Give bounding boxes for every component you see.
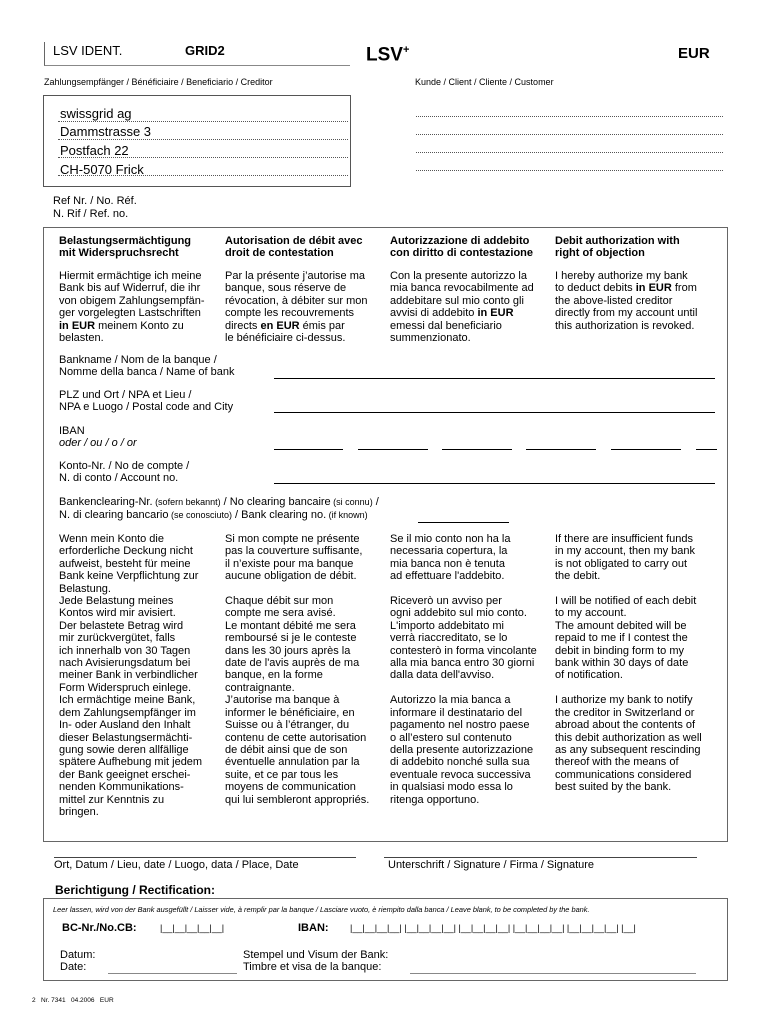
iban-group-5[interactable] bbox=[611, 449, 681, 450]
rectification-note: Leer lassen, wird von der Bank ausgefüllt / Laisser vide, à remplir par la banque / Lasciare vuoto, è riempito dalla banca / Leave blank, to be completed by the bank. bbox=[53, 905, 590, 914]
creditor-line-3: Postfach 22 bbox=[60, 143, 129, 158]
clearing-label-2 bbox=[59, 509, 368, 521]
ref-line-2: N. Rif / Ref. no. bbox=[53, 208, 129, 220]
konto-label: Konto-Nr. / No de compte / N. di conto / Account no. bbox=[59, 460, 190, 485]
plz-input-line[interactable] bbox=[274, 412, 715, 413]
clearing-input-line[interactable] bbox=[418, 522, 509, 523]
iban-group-3[interactable] bbox=[442, 449, 512, 450]
rect-iban-field[interactable]: |__|__|__|__| |__|__|__|__| |__|__|__|__| |__|__|__|__| |__|__|__|__| |__| bbox=[350, 923, 636, 933]
auth-text-fr bbox=[225, 270, 367, 344]
auth-text-en-pre: I hereby authorize my bank to deduct debits bbox=[555, 270, 688, 295]
auth-text-it bbox=[390, 270, 534, 344]
bankname-input-line[interactable] bbox=[274, 378, 715, 379]
place-date-line[interactable] bbox=[54, 857, 356, 858]
clearing-1a: Bankenclearing-Nr. bbox=[59, 496, 153, 508]
bc-value-field[interactable]: |__|__|__|__|__| bbox=[160, 923, 225, 933]
iban-group-4[interactable] bbox=[526, 449, 596, 450]
stempel-label-2: Timbre et visa de la banque: bbox=[243, 961, 382, 973]
customer-line-2[interactable] bbox=[416, 134, 723, 135]
creditor-dotline-3 bbox=[58, 157, 348, 158]
grid-value: GRID2 bbox=[185, 43, 225, 58]
creditor-line-1: swissgrid ag bbox=[60, 106, 132, 121]
creditor-line-2: Dammstrasse 3 bbox=[60, 124, 152, 139]
terms-it: Se il mio conto non ha la necessaria copertura, la mia banca non è tenuta ad effettuare l'addebito. Riceverò un avviso per ogni addebito sul mio conto. L'importo addebitato mi verrà riaccreditato, se lo contesterò in forma vincolante alla mia banca entro 30 giorni dalla data dell'avviso. Autorizzo la mia banca a informare il destinatario del pagamento nel nostro paese o all’estero sul contenuto della presente autorizzazione di addebito nonché sulla sua eventuale revoca successiva in qualsiasi modo essa lo ritenga opportuno. bbox=[390, 533, 537, 806]
creditor-dotline-1 bbox=[58, 121, 348, 122]
terms-de: Wenn mein Konto die erforderliche Deckung nicht aufweist, besteht für meine Bank keine Verpflichtung zur Belastung. Jede Belastung meines Kontos wird mir avisiert. Der belastete Betrag wird mir zurückvergütet, falls ich innerhalb von 30 Tagen nach Avisierungsdatum bei meiner Bank in verbindlicher Form Widerspruch einlege. Ich ermächtige meine Bank, dem Zahlungsempfänger im In- oder Ausland den Inhalt dieser Belastungsermächti- gung sowie deren allfällige spätere Aufhebung mit jedem der Bank geeignet erschei- nenden Kommunikations- mittel zur Kenntnis zu bringen. bbox=[59, 533, 203, 818]
heading-it: Autorizzazione di addebito con diritto di contestazione bbox=[390, 235, 534, 260]
creditor-label: Zahlungsempfänger / Bénéficiaire / Beneficiario / Creditor bbox=[44, 77, 273, 87]
auth-text-de-bold: in EUR bbox=[59, 319, 96, 332]
lsv-logo-plus: + bbox=[402, 44, 410, 56]
place-date-label: Ort, Datum / Lieu, date / Luogo, data / Place, Date bbox=[54, 859, 299, 871]
customer-line-4[interactable] bbox=[416, 170, 723, 171]
stempel-label-1: Stempel und Visum der Bank: bbox=[243, 949, 389, 961]
heading-en: Debit authorization with right of objection bbox=[555, 235, 680, 260]
rectification-title: Berichtigung / Rectification: bbox=[55, 883, 216, 897]
auth-text-it-post: emessi dal beneficiario summenzionato. bbox=[390, 319, 502, 345]
lsv-logo bbox=[366, 44, 409, 66]
rect-iban-label: IBAN: bbox=[298, 922, 329, 934]
plz-label: PLZ und Ort / NPA et Lieu / NPA e Luogo / Postal code and City bbox=[59, 389, 234, 414]
ref-line-1: Ref Nr. / No. Réf. bbox=[53, 195, 137, 207]
clearing-2c: / Bank clearing no. bbox=[231, 509, 327, 521]
auth-text-de-pre: Hiermit ermächtige ich meine Bank bis auf Widerruf, die ihr von obigem Zahlungsempfän- ger vorgelegten Lastschriften bbox=[59, 270, 205, 320]
bc-label: BC-Nr./No.CB: bbox=[62, 922, 137, 934]
customer-line-1[interactable] bbox=[416, 116, 723, 117]
auth-text-it-pre: Con la presente autorizzo la mia banca revocabilmente ad addebitare sul mio conto gli avvisi di addebito bbox=[390, 270, 534, 320]
creditor-line-4: CH-5070 Frick bbox=[60, 162, 144, 177]
clearing-label-1 bbox=[59, 496, 379, 508]
auth-text-de bbox=[59, 270, 205, 344]
bankname-label: Bankname / Nom de la banque / Nomme della banca / Name of bank bbox=[59, 354, 235, 379]
signature-line[interactable] bbox=[384, 857, 697, 858]
clearing-2a: N. di clearing bancario bbox=[59, 509, 169, 521]
date-label: Date: bbox=[60, 961, 87, 973]
iban-group-6[interactable] bbox=[696, 449, 717, 450]
konto-input-line[interactable] bbox=[274, 483, 715, 484]
stempel-line[interactable] bbox=[410, 973, 696, 974]
clearing-1c: / No clearing bancaire bbox=[220, 496, 331, 508]
datum-label: Datum: bbox=[60, 949, 96, 961]
customer-line-3[interactable] bbox=[416, 152, 723, 153]
clearing-2b: (se conosciuto) bbox=[168, 510, 232, 520]
terms-fr: Si mon compte ne présente pas la couverture suffisante, il n’existe pour ma banque aucune obligation de débit. Chaque débit sur mon compte me sera avisé. Le montant débité me sera remboursé si je le conteste dans les 30 jours après la date de l'avis auprès de ma banque, en la forme contraignante. J’autorise ma banque à informer le bénéficiaire, en Suisse ou à l’étranger, du contenu de cette autorisation de débit ainsi que de son éventuelle annulation par la suite, et ce par tous les moyens de communication qui lui sembleront appropriés. bbox=[225, 533, 370, 806]
auth-text-fr-bold: en EUR bbox=[260, 319, 300, 332]
auth-text-en-bold: in EUR bbox=[635, 282, 672, 295]
iban-group-2[interactable] bbox=[358, 449, 428, 450]
clearing-1e: / bbox=[372, 496, 379, 508]
iban-group-1[interactable] bbox=[274, 449, 343, 450]
auth-text-en bbox=[555, 270, 697, 332]
footer-code: 2 Nr. 7341 04.2006 EUR bbox=[32, 997, 114, 1004]
auth-text-en-post: from the above-listed creditor directly from my account until this authorization is revoked. bbox=[555, 282, 698, 332]
terms-en: If there are insufficient funds in my account, then my bank is not obligated to carry out the debit. I will be notified of each debit to my account. The amount debited will be repaid to me if I contest the debit in binding form to my bank within 30 days of date of notification. I authorize my bank to notify the creditor in Switzerland or abroad about the contents of this debit authorization as well as any subsequent rescinding thereof with the means of communications considered best suited by the bank. bbox=[555, 533, 702, 794]
iban-or-label: oder / ou / o / or bbox=[59, 437, 137, 449]
creditor-dotline-2 bbox=[58, 139, 348, 140]
auth-text-fr-post: émis par le bénéficiaire ci-dessus. bbox=[225, 319, 346, 345]
clearing-1b: (sofern bekannt) bbox=[152, 497, 221, 507]
auth-text-it-bold: in EUR bbox=[477, 307, 514, 320]
auth-text-fr-pre: Par la présente j’autorise ma banque, sous réserve de révocation, à débiter sur mon compte les recouvrements directs bbox=[225, 270, 368, 332]
heading-fr: Autorisation de débit avec droit de contestation bbox=[225, 235, 363, 260]
heading-de: Belastungsermächtigung mit Widerspruchsrecht bbox=[59, 235, 192, 260]
signature-label: Unterschrift / Signature / Firma / Signature bbox=[388, 859, 595, 871]
customer-label: Kunde / Client / Cliente / Customer bbox=[415, 77, 554, 87]
clearing-2d: (if known) bbox=[326, 510, 368, 520]
creditor-dotline-4 bbox=[58, 175, 348, 176]
lsv-logo-text: LSV bbox=[366, 44, 403, 66]
rect-date-line[interactable] bbox=[108, 973, 237, 974]
lsv-ident-label: LSV IDENT. bbox=[53, 43, 123, 58]
clearing-1d: (si connu) bbox=[330, 497, 373, 507]
currency: EUR bbox=[678, 45, 710, 62]
auth-text-de-post: meinem Konto zu belasten. bbox=[59, 319, 184, 345]
iban-label: IBAN bbox=[59, 425, 85, 437]
